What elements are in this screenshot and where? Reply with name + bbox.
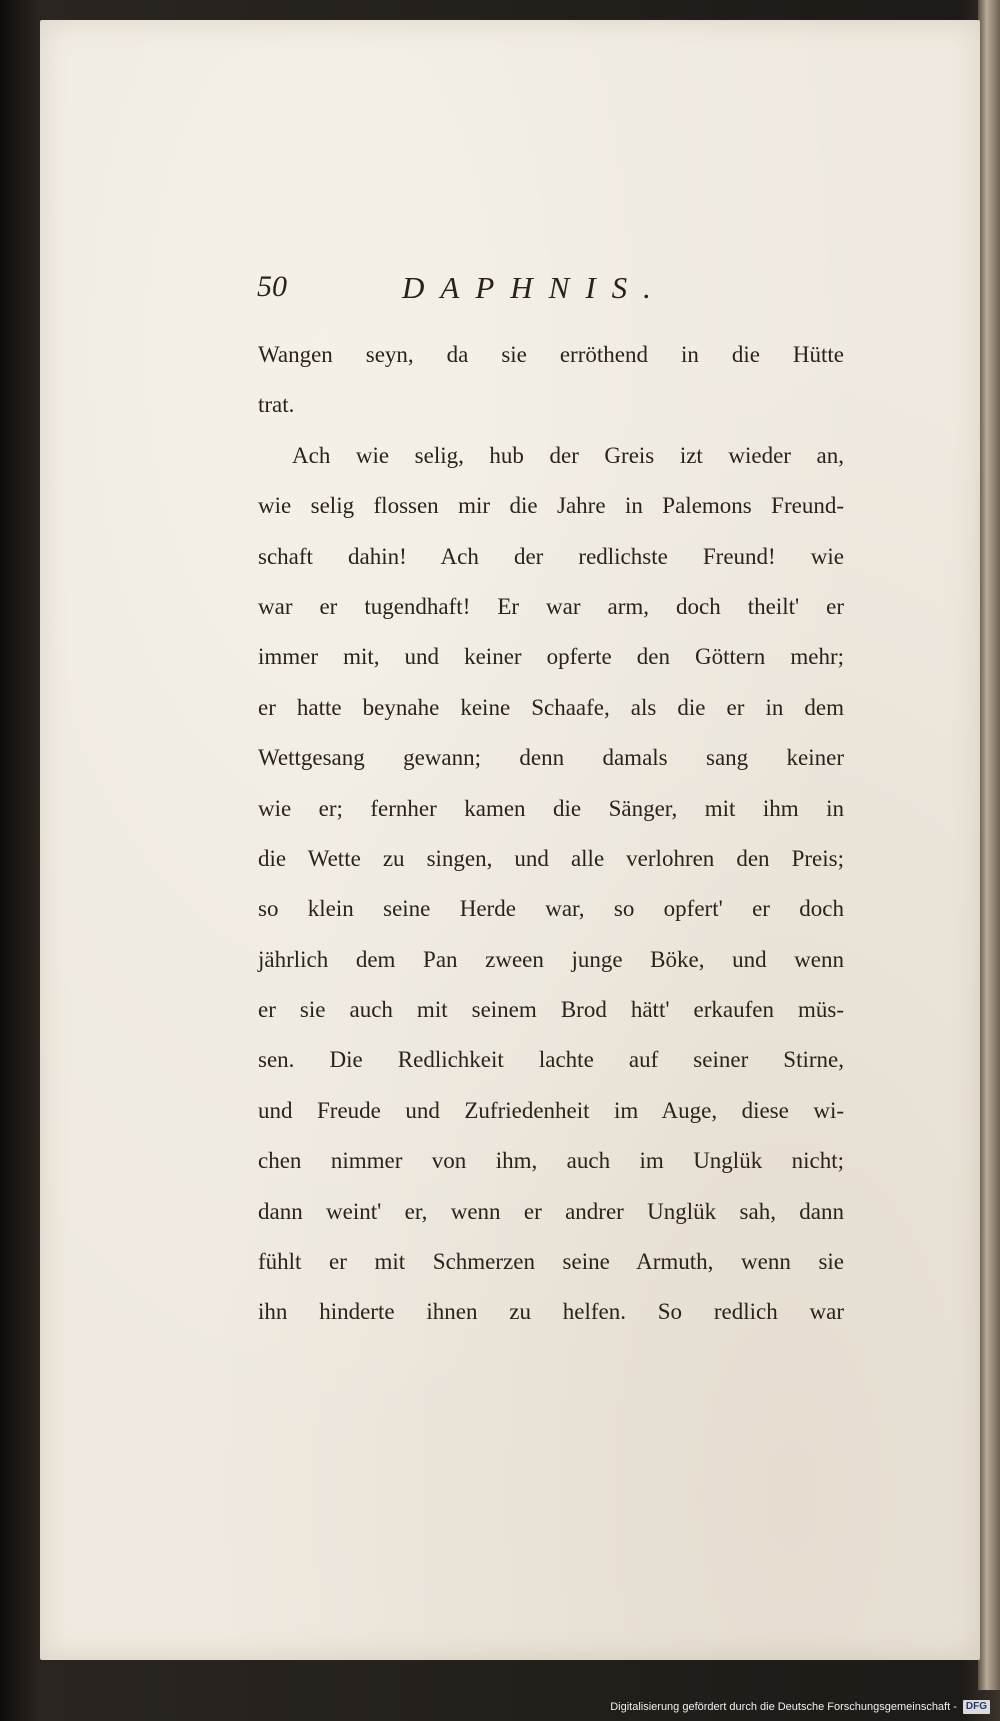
text-line: und Freude und Zufriedenheit im Auge, diese wi- [258, 1097, 844, 1123]
text-line: trat. [258, 392, 295, 418]
text-line: Ach wie selig, hub der Greis izt wieder an, [292, 442, 844, 468]
text-line: dann weint' er, wenn er andrer Unglük sah, dann [258, 1198, 844, 1224]
text-line: wie er; fernher kamen die Sänger, mit ihm in [258, 795, 844, 821]
text-line: immer mit, und keiner opferte den Göttern mehr; [258, 644, 844, 670]
text-line: jährlich dem Pan zween junge Böke, und wenn [258, 946, 844, 972]
dfg-logo-icon: DFG [963, 1700, 990, 1714]
text-line: chen nimmer von ihm, auch im Unglük nicht; [258, 1148, 844, 1174]
book-edge [978, 0, 1000, 1690]
running-head [257, 270, 817, 310]
page-number: 50 [257, 270, 287, 303]
text-line: die Wette zu singen, und alle verlohren den Preis; [258, 845, 844, 871]
text-line: schaft dahin! Ach der redlichste Freund! wie [258, 543, 844, 569]
text-line: er sie auch mit seinem Brod hätt' erkaufen müs- [258, 997, 844, 1023]
text-line: ihn hinderte ihnen zu helfen. So redlich war [258, 1299, 844, 1325]
text-line: fühlt er mit Schmerzen seine Armuth, wenn sie [258, 1249, 844, 1275]
running-title: DAPHNIS. [402, 270, 667, 305]
text-line: so klein seine Herde war, so opfert' er doch [258, 896, 844, 922]
text-line: wie selig flossen mir die Jahre in Palemons Freund- [258, 493, 844, 519]
digitization-footer [610, 1697, 990, 1717]
text-line: Wettgesang gewann; denn damals sang keiner [258, 745, 844, 771]
text-line: sen. Die Redlichkeit lachte auf seiner Stirne, [258, 1047, 844, 1073]
text-line: er hatte beynahe keine Schaafe, als die er in dem [258, 694, 844, 720]
footer-credit: Digitalisierung gefördert durch die Deutsche Forschungsgemeinschaft - [610, 1701, 957, 1713]
text-line: war er tugendhaft! Er war arm, doch theilt' er [258, 593, 844, 619]
body-text [258, 330, 844, 1338]
text-line: Wangen seyn, da sie erröthend in die Hütte [258, 342, 844, 367]
